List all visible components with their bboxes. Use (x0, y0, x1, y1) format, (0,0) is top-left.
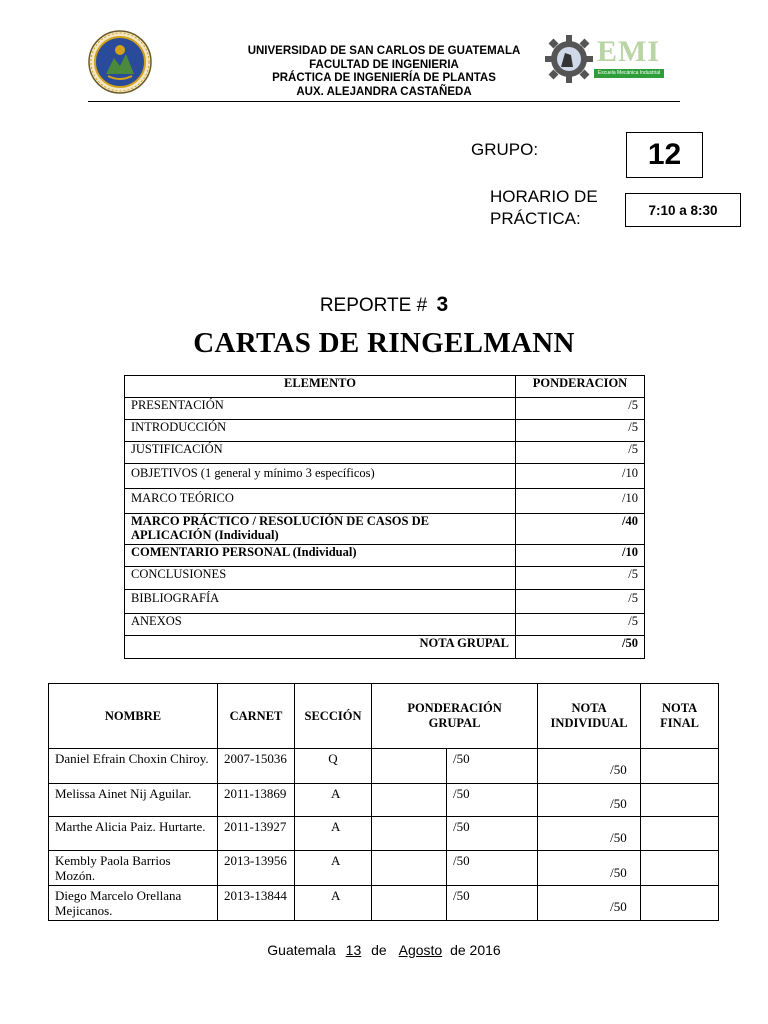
reporte-heading (0, 293, 768, 317)
student-grupal: /50 (447, 749, 538, 784)
student-name: Daniel Efrain Choxin Chiroy. (49, 749, 218, 784)
row-elemento: OBJETIVOS (1 general y mínimo 3 específicos) (125, 464, 516, 489)
header-ponderacion: PONDERACION (516, 376, 645, 398)
table-row (125, 489, 645, 514)
total-value: /50 (516, 636, 645, 659)
footer-month: Agosto (398, 942, 443, 958)
row-ponderacion: /5 (516, 614, 645, 636)
row-ponderacion: /5 (516, 442, 645, 464)
row-elemento: MARCO TEÓRICO (125, 489, 516, 514)
row-ponderacion: /5 (516, 590, 645, 614)
student-final (641, 784, 719, 817)
footer-day: 13 (345, 942, 362, 958)
student-grupal: /50 (447, 817, 538, 851)
table-row (49, 817, 719, 851)
header-divider (88, 101, 680, 102)
student-name: Diego Marcelo Orellana Mejicanos. (49, 886, 218, 921)
reporte-number: 3 (436, 293, 449, 316)
row-elemento: INTRODUCCIÓN (125, 420, 516, 442)
total-label: NOTA GRUPAL (125, 636, 516, 659)
header-nota-individual-line1: NOTA (571, 701, 607, 715)
student-name: Marthe Alicia Paiz. Hurtarte. (49, 817, 218, 851)
header-nota-final-line2: FINAL (660, 716, 699, 730)
horario-label (490, 186, 598, 230)
table-row (125, 614, 645, 636)
student-grupal-blank (372, 851, 447, 886)
row-ponderacion: /5 (516, 398, 645, 420)
student-grupal: /50 (447, 886, 538, 921)
student-grupal: /50 (447, 851, 538, 886)
student-final (641, 817, 719, 851)
student-grupal-blank (372, 749, 447, 784)
table-row (125, 420, 645, 442)
student-final (641, 749, 719, 784)
student-name: Kembly Paola Barrios Mozón. (49, 851, 218, 886)
header-nombre: NOMBRE (49, 684, 218, 749)
student-grupal-blank (372, 784, 447, 817)
grupo-value-box (626, 132, 703, 178)
footer-city: Guatemala (267, 942, 336, 958)
student-carnet: 2011-13869 (218, 784, 295, 817)
table-row (125, 567, 645, 590)
row-elemento: ANEXOS (125, 614, 516, 636)
student-individual: /50 (538, 817, 641, 851)
row-ponderacion: /5 (516, 567, 645, 590)
emi-logo-subtext: Escuela Mecánica Industrial (594, 69, 664, 78)
horario-label-line1: HORARIO DE (490, 187, 598, 206)
header-nota-individual (538, 684, 641, 749)
student-seccion: Q (295, 749, 372, 784)
emi-logo (543, 33, 673, 87)
table-row (49, 886, 719, 921)
gear-icon (543, 33, 595, 85)
header-ponderacion-line1: PONDERACIÓN (407, 701, 502, 715)
table-row (125, 398, 645, 420)
student-individual: /50 (538, 784, 641, 817)
reporte-label: REPORTE # (319, 295, 428, 316)
student-carnet: 2013-13844 (218, 886, 295, 921)
row-elemento: COMENTARIO PERSONAL (Individual) (125, 545, 516, 567)
evaluation-total-row (125, 636, 645, 659)
row-ponderacion: /10 (516, 464, 645, 489)
student-final (641, 886, 719, 921)
row-ponderacion: /5 (516, 420, 645, 442)
table-row (49, 851, 719, 886)
header-ponderacion-grupal (372, 684, 538, 749)
student-seccion: A (295, 784, 372, 817)
student-grupal-blank (372, 817, 447, 851)
page-title: CARTAS DE RINGELMANN (193, 327, 575, 359)
header-ponderacion-line2: GRUPAL (428, 716, 481, 730)
student-grupal-blank (372, 886, 447, 921)
university-seal-logo (88, 30, 152, 94)
evaluation-table (124, 375, 645, 659)
student-final (641, 851, 719, 886)
student-individual: /50 (538, 749, 641, 784)
header-elemento: ELEMENTO (125, 376, 516, 398)
row-elemento: PRESENTACIÓN (125, 398, 516, 420)
grupo-label: GRUPO: (471, 140, 539, 159)
footer-date (0, 942, 768, 958)
row-elemento: BIBLIOGRAFÍA (125, 590, 516, 614)
header-faculty: FACULTAD DE INGENIERIA (309, 58, 459, 71)
header-carnet: CARNET (218, 684, 295, 749)
table-row (49, 749, 719, 784)
footer-de1: de (371, 942, 387, 958)
row-elemento: MARCO PRÁCTICO / RESOLUCIÓN DE CASOS DE APLICACIÓN (Individual) (125, 514, 516, 545)
student-carnet: 2013-13956 (218, 851, 295, 886)
header-nota-individual-line2: INDIVIDUAL (550, 716, 628, 730)
grupo-value: 12 (647, 138, 682, 171)
evaluation-header-row (125, 376, 645, 398)
student-carnet: 2007-15036 (218, 749, 295, 784)
footer-de2: de 2016 (450, 942, 501, 958)
horario-value: 7:10 a 8:30 (648, 202, 718, 218)
row-elemento: JUSTIFICACIÓN (125, 442, 516, 464)
header-block (230, 45, 538, 99)
table-row (125, 590, 645, 614)
student-seccion: A (295, 817, 372, 851)
horario-label-line2: PRÁCTICA: (490, 209, 581, 228)
students-table (48, 683, 719, 921)
table-row (49, 784, 719, 817)
table-row (125, 464, 645, 489)
row-elemento: CONCLUSIONES (125, 567, 516, 590)
row-ponderacion: /40 (516, 514, 645, 545)
student-name: Melissa Ainet Nij Aguilar. (49, 784, 218, 817)
emi-logo-text: EMI (597, 35, 660, 68)
header-seccion: SECCIÓN (295, 684, 372, 749)
student-individual: /50 (538, 851, 641, 886)
row-ponderacion: /10 (516, 489, 645, 514)
header-university: UNIVERSIDAD DE SAN CARLOS DE GUATEMALA (247, 45, 521, 57)
header-assistant: AUX. ALEJANDRA CASTAÑEDA (296, 85, 472, 98)
table-row (125, 442, 645, 464)
header-nota-final-line1: NOTA (661, 701, 698, 715)
student-seccion: A (295, 886, 372, 921)
students-header-row (49, 684, 719, 749)
row-ponderacion: /10 (516, 545, 645, 567)
student-individual: /50 (538, 886, 641, 921)
header-course: PRÁCTICA DE INGENIERÍA DE PLANTAS (272, 72, 496, 84)
table-row (125, 514, 645, 545)
header-nota-final (641, 684, 719, 749)
table-row (125, 545, 645, 567)
horario-value-box (625, 193, 741, 227)
student-carnet: 2011-13927 (218, 817, 295, 851)
student-grupal: /50 (447, 784, 538, 817)
student-seccion: A (295, 851, 372, 886)
